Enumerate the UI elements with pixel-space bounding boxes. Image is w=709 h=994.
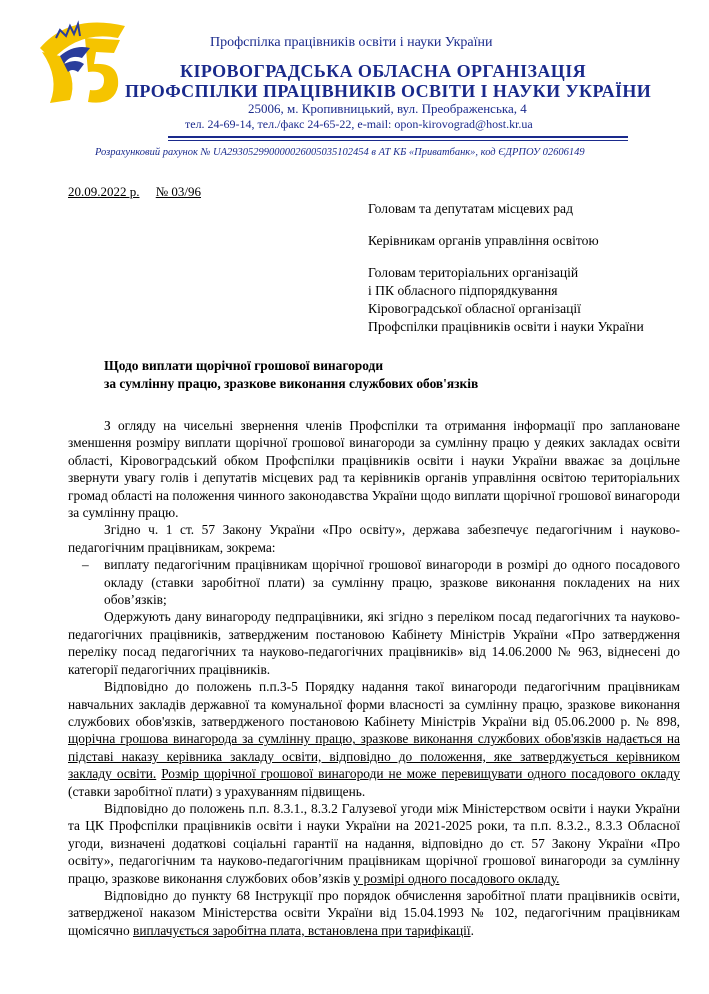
- paragraph-6-part1: Відповідно до положень п.п. 8.3.1., 8.3.2 Галузевої угоди між Міністерством освіти і науки України та ЦК Профспілки працівників освіти і науки України на 2021-2025 роки, та п.п. 8.3.2., 8.3.3 Обласної угоди, визначені додаткові соціальні гарантії на надання, відповідно до ст. 57 Закону України «Про освіту», педагогічним та науково-педагогічним працівникам щорічної грошової винагороди за сумлінну працю, зразкове виконання службових обов’язків: [68, 800, 680, 886]
- addressee-3-line1: Головам територіальних організацій: [368, 265, 579, 280]
- paragraph-7-underlined: виплачується заробітна плата, встановлена при тарифікації: [133, 922, 471, 938]
- letter-body: [68, 417, 680, 939]
- paragraph-6: [68, 800, 680, 887]
- paragraph-7-part1: Відповідно до пункту 68 Інструкції про порядок обчислення заробітної плати працівників освіти, затвердженої наказом Міністерства освіти України від 15.04.1993 № 102, педагогічним працівникам щомісячно: [68, 887, 680, 938]
- paragraph-6-underlined: у розмірі одного посадового окладу.: [353, 870, 560, 886]
- letter-date: 20.09.2022 р.: [68, 184, 140, 199]
- org-address: 25006, м. Кропивницький, вул. Преображенська, 4: [248, 101, 527, 116]
- addressee-1: Головам та депутатам місцевих рад: [368, 201, 573, 216]
- union-logo: [30, 8, 140, 108]
- paragraph-5-underlined2: Розмір щорічної грошової винагороди не може перевищувати одного посадового окладу: [161, 766, 680, 782]
- addressee-3-line3: Кіровоградської обласної організації: [368, 301, 581, 316]
- addressee-3: [368, 264, 644, 336]
- letter-reference: [68, 184, 201, 200]
- paragraph-4: Одержують дану винагороду педпрацівники, які згідно з переліком посад педагогічних та науково-педагогічних працівників, затвердженим постановою Кабінету Міністрів України «Про затвердження переліку посад педагогічних та науково-педагогічних працівників» від 14.06.2000 № 963, віднесені до категорії педагогічних працівників.: [68, 609, 680, 677]
- org-name-line2: ПРОФСПІЛКИ ПРАЦІВНИКІВ ОСВІТИ І НАУКИ УКРАЇНИ: [125, 81, 652, 101]
- paragraph-5-underlined1: щорічна грошова винагорода за сумлінну працю, зразкове виконання службових обов'язків надається на підставі наказу керівника закладу освіти, відповідно до положення, яке затверджується керівником закладу освіти.: [68, 731, 680, 782]
- org-contacts: тел. 24-69-14, тел./факс 24-65-22, e-mail: opon-kirovograd@host.kr.ua: [185, 117, 533, 131]
- paragraph-1: З огляду на чисельні звернення членів Профспілки та отримання інформації про заплановане зменшення розміру виплати щорічної грошової винагороди за сумлінну працю у деяких закладах освіти області, Кіровоградський обком Профспілки працівників освіти і науки України вважає за доцільне звернути увагу голів і депутатів місцевих рад та керівників органів управління освітою територіальних громад області на положення чинного законодавства України щодо виплати щорічної грошової винагороди за сумлінну працю.: [68, 418, 680, 521]
- addressee-3-line4: Профспілки працівників освіти і науки України: [368, 319, 644, 334]
- addressee-2: Керівникам органів управління освітою: [368, 233, 599, 248]
- paragraph-7: Відповідно до пункту 68 Інструкції про порядок обчислення заробітної плати працівників освіти, затвердженої наказом Міністерства освіти України від 15.04.1993 № 102, педагогічним працівникам щомісячно виплачується заробітна плата, встановлена при тарифікації.: [68, 887, 680, 938]
- letter-subject: [104, 357, 478, 393]
- paragraph-3: [68, 556, 680, 608]
- org-name-line1: КІРОВОГРАДСЬКА ОБЛАСНА ОРГАНІЗАЦІЯ: [180, 61, 586, 81]
- addressee-3-line2: і ПК обласного підпорядкування: [368, 283, 558, 298]
- letter-number: № 03/96: [155, 184, 202, 199]
- union-logo-icon: [30, 8, 140, 108]
- list-dash: –: [82, 557, 89, 573]
- header-divider: [168, 136, 628, 138]
- bank-account: Розрахунковий рахунок № UA293052990000026005035102454 в АТ КБ «Приватбанк», код ЄДРПОУ 02606149: [95, 147, 585, 158]
- subject-line1: Щодо виплати щорічної грошової винагороди: [104, 358, 384, 373]
- paragraph-3-text: виплату педагогічним працівникам щорічної грошової винагороди в розмірі до одного посадового окладу (ставки заробітної плати) за сумлінну працю, зразкове виконання покладених на них обов’язків;: [104, 557, 680, 608]
- paragraph-5: [68, 678, 680, 800]
- paragraph-5-part3: (ставки заробітної плати) з урахуванням підвищень.: [68, 783, 366, 799]
- paragraph-5-part1: Відповідно до положень п.п.3-5 Порядку надання такої винагороди педагогічним працівникам навчальних закладів державної та комунальної форми власності за сумлінну працю, зразкове виконання службових обов'язків, затвердженого постановою Кабінету Міністрів України від 05.06.2000 р. № 898,: [68, 679, 680, 729]
- header-divider-thin: [168, 140, 628, 141]
- union-name: Профспілка працівників освіти і науки України: [210, 35, 493, 50]
- subject-line2: за сумлінну працю, зразкове виконання службових обов'язків: [104, 376, 479, 391]
- paragraph-2: Згідно ч. 1 ст. 57 Закону України «Про освіту», держава забезпечує педагогічним і науково-педагогічним працівникам, зокрема:: [68, 522, 680, 555]
